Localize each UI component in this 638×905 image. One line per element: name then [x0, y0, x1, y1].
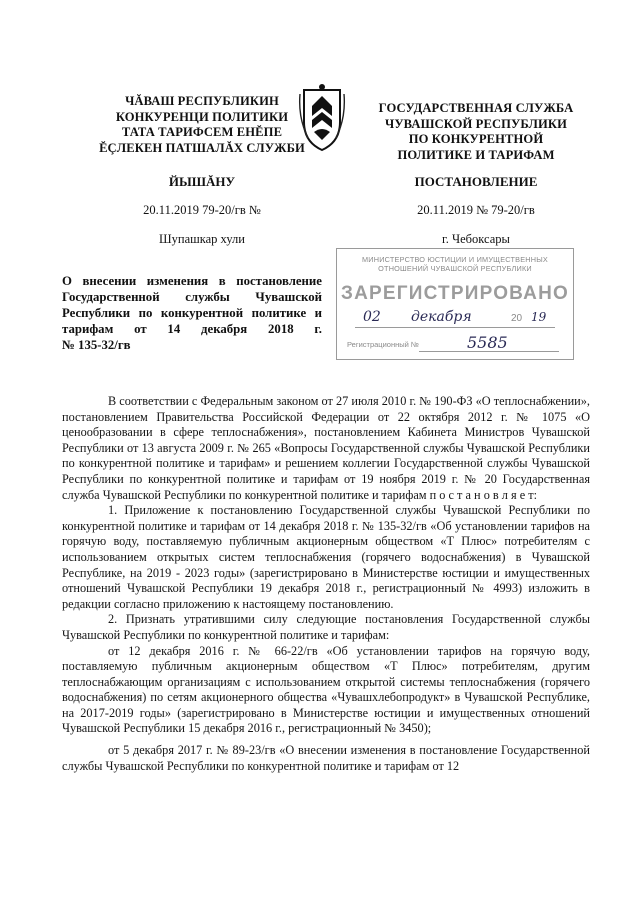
- document-body: [62, 394, 590, 774]
- registration-stamp: МИНИСТЕРСТВО ЮСТИЦИИ И ИМУЩЕСТВЕННЫХ ОТНОШЕНИЙ ЧУВАШСКОЙ РЕСПУБЛИКИ ЗАРЕГИСТРИРОВАНО 02 декабря 20 19 Регистрационный № 5585: [336, 248, 574, 360]
- left-place: Шупашкар хули: [159, 232, 245, 246]
- stamp-title: ЗАРЕГИСТРИРОВАНО: [341, 283, 569, 304]
- right-date-number: 20.11.2019 № 79-20/гв: [417, 203, 535, 217]
- stamp-year: 19: [531, 310, 547, 324]
- coat-of-arms-icon: [298, 82, 346, 152]
- right-place: г. Чебоксары: [442, 232, 510, 246]
- stamp-reg-label: Регистрационный №: [347, 340, 419, 349]
- preamble-paragraph: В соответствии с Федеральным законом от 27 июля 2010 г. № 190-ФЗ «О теплоснабжении», постановлением Правительства Российской Федерации от 22 октября 2012 г. № 1075 «О ценообразовании в сфере теплоснабжения», постановлением Кабинета Министров Чувашской Республики от 13 августа 2009 г. № 265 «Вопросы Государственной службы Чувашской Республики по конкурентной политике и тарифам» и решением коллегии Государственной службы Чувашской Республики по конкурентной политике и тарифам от 19 ноября 2019 г. № 20 Государственная служба Чувашской Республики по конкурентной политике и тарифам п о с т а н о в л я е т:: [62, 394, 590, 502]
- right-agency-name: ГОСУДАРСТВЕННАЯ СЛУЖБА ЧУВАШСКОЙ РЕСПУБЛИКИ ПО КОНКУРЕНТНОЙ ПОЛИТИКЕ И ТАРИФАМ: [378, 101, 574, 162]
- left-doc-type: ЙЫШĂНУ: [168, 174, 236, 189]
- document-subject: О внесении изменения в постановление Государственной службы Чувашской Республики по конкурентной политике и тарифам от 14 декабря 2018 г. № 135-32/гв: [62, 274, 322, 352]
- left-agency-name: ЧĂВАШ РЕСПУБЛИКИН КОНКУРЕНЦИ ПОЛИТИКИ ТАТА ТАРИФСЕМ ЕНĔПЕ ĔÇЛЕКЕН ПАТШАЛĂХ СЛУЖБИ: [99, 94, 305, 155]
- item-2-paragraph: 2. Признать утратившими силу следующие постановления Государственной службы Чувашской Республики по конкурентной политике и тарифам:: [62, 612, 590, 642]
- left-date-number: 20.11.2019 79-20/гв №: [143, 203, 261, 217]
- item-2a-paragraph: от 12 декабря 2016 г. № 66-22/гв «Об установлении тарифов на горячую воду, поставляемую публичным акционерным обществом «Т Плюс» потребителям, другим теплоснабжающим организациям с использованием открытой системы теплоснабжения (горячего водоснабжения) по сетям акционерного общества «Чувашхлебопродукт» в Чувашской Республике, на 2017-2019 годы» (зарегистрировано в Министерстве юстиции и имущественных отношений Чувашской Республики 15 декабря 2016 г., регистрационный № 3450);: [62, 643, 590, 736]
- stamp-month: декабря: [411, 309, 472, 325]
- item-2b-paragraph: от 5 декабря 2017 г. № 89-23/гв «О внесении изменения в постановление Государственной службы Чувашской Республики по конкурентной политике и тарифам от 12: [62, 743, 590, 773]
- stamp-day: 02: [363, 309, 381, 325]
- item-1-paragraph: 1. Приложение к постановлению Государственной службы Чувашской Республики по конкурентной политике и тарифам от 14 декабря 2018 г. № 135-32/гв «Об установлении тарифов на горячую воду, поставляемую публичным акционерным обществом «Т Плюс» потребителям с использованием открытых систем теплоснабжения (горячего водоснабжения) в Чувашской Республике, на 2019 - 2023 годы» (зарегистрировано в Министерстве юстиции и имущественных отношений Чувашской Республики 19 декабря 2018 г., регистрационный № 4993) изложить в редакции согласно приложению к настоящему постановлению.: [62, 503, 590, 611]
- right-doc-type: ПОСТАНОВЛЕНИЕ: [414, 174, 538, 189]
- stamp-reg-number: 5585: [467, 333, 508, 352]
